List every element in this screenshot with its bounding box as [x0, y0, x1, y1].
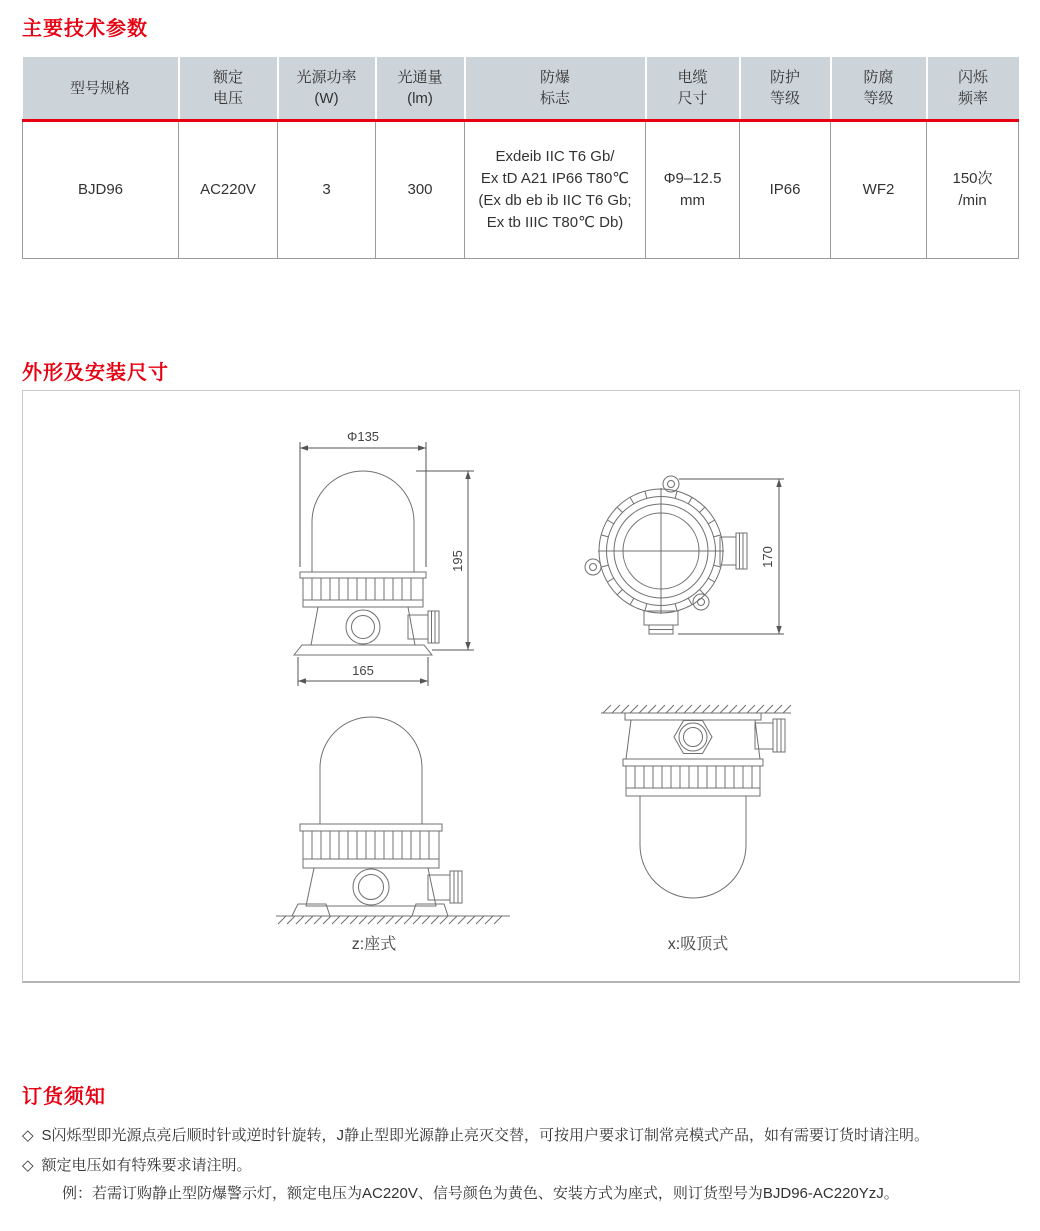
header-anticorrosion: 防腐 等级	[831, 57, 927, 121]
seat-mount-drawing	[268, 687, 518, 927]
note-text: S闪烁型即光源点亮后顺时针或逆时针旋转，J静止型即光源静止亮灭交替，可按用户要求订制常亮模式产品，如有需要订货时请注明。	[41, 1127, 930, 1144]
note-text: 例：若需订购静止型防爆警示灯，额定电压为AC220V、信号颜色为黄色、安装方式为座式，则订货型号为BJD96-AC220YzJ。	[62, 1185, 899, 1202]
dim-label-height: 195	[450, 550, 465, 572]
ordering-note-example	[62, 1184, 1022, 1204]
note-text: 额定电压如有特殊要求请注明。	[41, 1157, 252, 1174]
section-title-ordering-notes: 订货须知	[22, 1086, 106, 1108]
params-table	[22, 57, 1019, 259]
header-ex-mark: 防爆 标志	[465, 57, 646, 121]
header-ip: 防护 等级	[740, 57, 831, 121]
section-title-dimensions: 外形及安装尺寸	[22, 362, 169, 384]
cell-anticorrosion: WF2	[831, 121, 927, 259]
header-cable: 电缆 尺寸	[646, 57, 740, 121]
caption-seat-mount: z:座式	[351, 936, 397, 953]
front-view-drawing	[276, 424, 491, 694]
dimension-drawings-panel	[22, 390, 1020, 983]
header-power: 光源功率 (W)	[278, 57, 376, 121]
header-model: 型号规格	[23, 57, 179, 121]
top-view-drawing	[578, 449, 808, 664]
header-flux: 光通量 (lm)	[376, 57, 465, 121]
cell-voltage: AC220V	[179, 121, 278, 259]
dim-label-diameter: Φ135	[346, 429, 380, 444]
ordering-note	[22, 1126, 1022, 1146]
cell-power: 3	[278, 121, 376, 259]
dim-label-top-height: 170	[760, 546, 775, 568]
ceiling-mount-drawing	[578, 687, 818, 922]
dim-label-base: 165	[352, 663, 374, 678]
diamond-bullet-icon: ◇	[22, 1157, 34, 1174]
header-flash: 闪烁 频率	[927, 57, 1019, 121]
header-voltage: 额定 电压	[179, 57, 278, 121]
cell-ip: IP66	[740, 121, 831, 259]
cell-model: BJD96	[23, 121, 179, 259]
cell-flux: 300	[376, 121, 465, 259]
table-header-row	[23, 57, 1019, 121]
cell-flash: 150次 /min	[927, 121, 1019, 259]
section-title-main-parameters: 主要技术参数	[22, 18, 148, 40]
diamond-bullet-icon: ◇	[22, 1127, 34, 1144]
caption-ceiling-mount: x:吸顶式	[667, 936, 729, 953]
ordering-note	[22, 1156, 1022, 1176]
cell-cable: Φ9–12.5 mm	[646, 121, 740, 259]
table-data-row	[23, 121, 1019, 259]
cell-ex-mark: Exdeib IIC T6 Gb/ Ex tD A21 IP66 T80℃ (Ex db eb ib IIC T6 Gb; Ex tb IIIC T80℃ Db)	[465, 121, 646, 259]
